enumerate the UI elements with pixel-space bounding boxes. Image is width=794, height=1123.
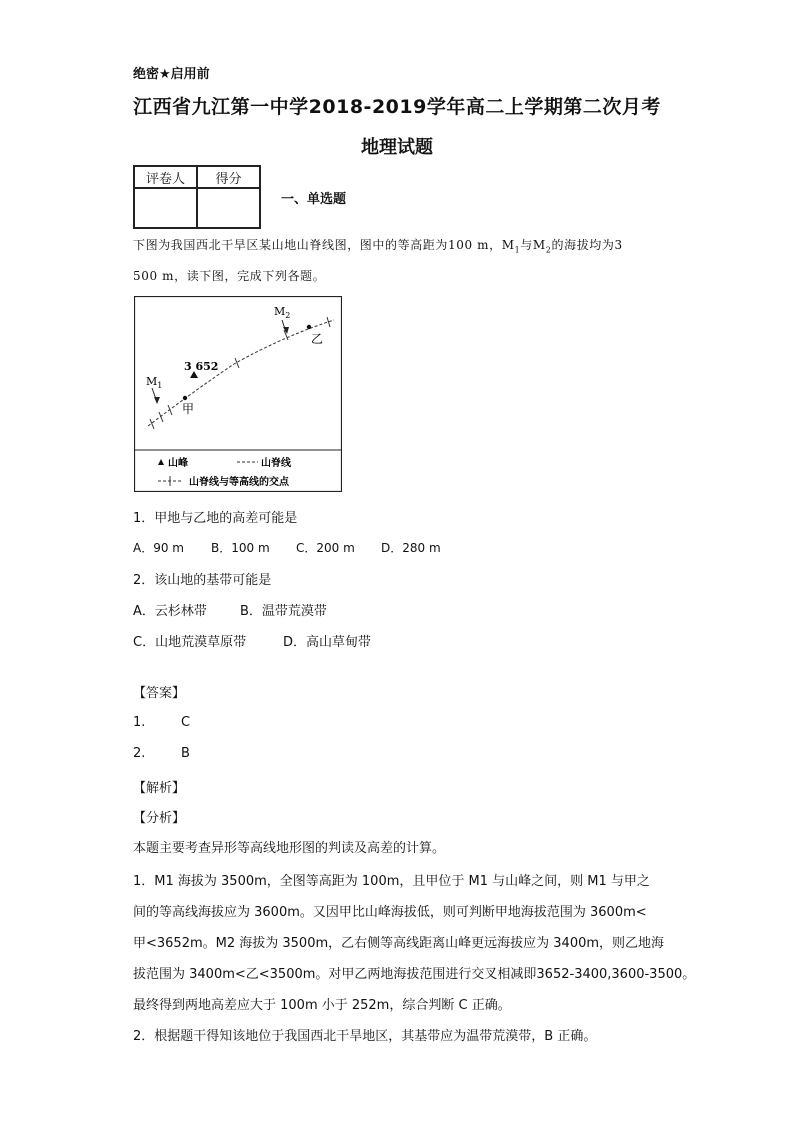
- label-m1: $M_1$: [146, 375, 163, 390]
- peak-height-label: 3 652: [184, 360, 219, 373]
- intro-sub-2: 2: [545, 245, 552, 255]
- answer-heading: 【答案】: [133, 686, 186, 701]
- point-yi: [307, 325, 311, 329]
- question-1-option-d[interactable]: D．280 m: [381, 541, 441, 555]
- question-1-option-a[interactable]: A．90 m: [133, 541, 184, 555]
- label-jia: 甲: [182, 402, 195, 416]
- intro-text-b: 与M: [520, 238, 546, 252]
- question-2-option-b[interactable]: B．温带荒漠带: [240, 604, 327, 619]
- question-1-option-b[interactable]: B．100 m: [211, 541, 270, 555]
- question-1-option-c[interactable]: C．200 m: [296, 541, 355, 555]
- score-table-cell-score[interactable]: [197, 188, 260, 228]
- intro-sub-1: 1: [514, 245, 521, 255]
- intro-line-1: [133, 236, 623, 254]
- intro-text-a: 下图为我国西北干旱区某山地山脊线图，图中的等高距为100 m，M: [133, 238, 515, 252]
- analysis-p1-line-5: 最终得到两地高差应大于 100m 小于 252m，综合判断 C 正确。: [133, 998, 511, 1013]
- question-2-option-a[interactable]: A．云杉林带: [133, 604, 207, 619]
- question-2-option-d[interactable]: D．高山草甸带: [283, 635, 372, 650]
- score-table-header-grader: 评卷人: [134, 166, 197, 188]
- point-jia: [183, 396, 187, 400]
- analysis-sub-heading: 【分析】: [133, 811, 186, 826]
- answer-2-value: B: [181, 746, 190, 761]
- answer-2-num: 2.: [133, 746, 146, 761]
- intro-text-c: 的海拔均为3: [551, 238, 623, 252]
- section-title: 一、单选题: [281, 192, 347, 207]
- intro-line-2: 500 m，读下图，完成下列各题。: [133, 269, 326, 283]
- score-table-header-score: 得分: [197, 166, 260, 188]
- label-yi: 乙: [311, 332, 324, 346]
- legend-intersect-label: 山脊线与等高线的交点: [189, 477, 289, 488]
- answer-1-value: C: [181, 715, 191, 730]
- legend-peak-label: 山峰: [168, 458, 188, 469]
- analysis-p1-line-4: 拔范围为 3400m<乙<3500m。对甲乙两地海拔范围进行交叉相减即3652-3400,3600-3500。: [133, 967, 696, 982]
- question-2-option-c[interactable]: C．山地荒漠草原带: [133, 635, 247, 650]
- answer-1-num: 1.: [133, 715, 146, 730]
- analysis-p1-line-3: 甲<3652m。M2 海拔为 3500m，乙右侧等高线距离山峰更远海拔应为 3400m，则乙地海: [133, 936, 665, 951]
- exam-title: 江西省九江第一中学2018-2019学年高二上学期第二次月考: [133, 96, 661, 118]
- analysis-p1-line-2: 间的等高线海拔应为 3600m。又因甲比山峰海拔低，则可判断甲地海拔范围为 3600m<: [133, 905, 647, 920]
- ridge-map-figure: [134, 296, 342, 492]
- label-m2: $M_2$: [274, 305, 291, 320]
- analysis-p2: 2．根据题干得知该地位于我国西北干旱地区，其基带应为温带荒漠带，B 正确。: [133, 1029, 597, 1044]
- legend-ridge-label: 山脊线: [261, 458, 291, 469]
- secret-label: 绝密★启用前: [133, 67, 210, 82]
- score-table: [133, 165, 261, 229]
- question-2-stem: 2．该山地的基带可能是: [133, 573, 272, 588]
- question-1-stem: 1．甲地与乙地的高差可能是: [133, 511, 298, 526]
- analysis-p1-line-1: 1．M1 海拔为 3500m，全图等高距为 100m，且甲位于 M1 与山峰之间，则 M1 与甲之: [133, 874, 650, 889]
- score-table-cell-grader[interactable]: [134, 188, 197, 228]
- analysis-summary: 本题主要考查异形等高线地形图的判读及高差的计算。: [133, 841, 446, 856]
- exam-subtitle: 地理试题: [361, 137, 433, 158]
- analysis-heading: 【解析】: [133, 781, 186, 796]
